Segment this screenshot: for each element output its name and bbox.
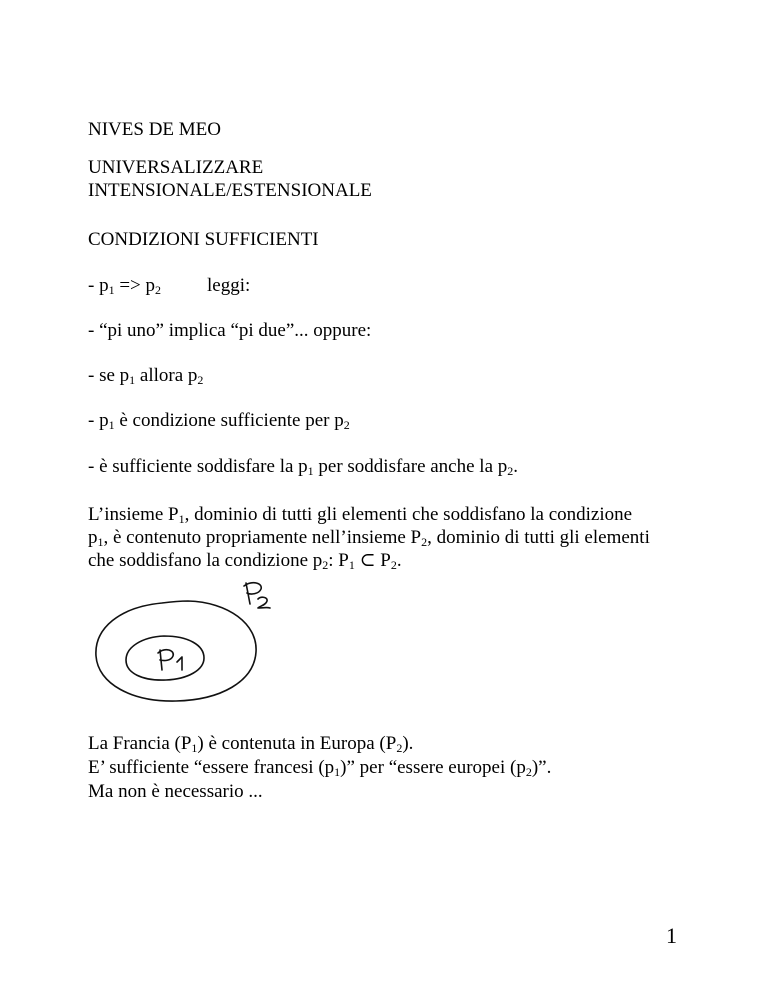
paragraph-line-2: $p_1$, è contenuto propriamente nell’insieme $P_2$, dominio di tutti gli elementi xyxy=(88,527,650,549)
example-line-2: E’ sufficiente “essere francesi $(p_1)$” per “essere europei $(p_2)$”. xyxy=(88,757,552,779)
title-line-2: INTENSIONALE/ESTENSIONALE xyxy=(88,180,372,201)
example-line-1: La Francia $(P_1)$ è contenuta in Europa $(P_2)$. xyxy=(88,733,414,755)
set-inclusion-diagram xyxy=(80,570,280,730)
author-name: NIVES DE MEO xyxy=(88,119,221,140)
paragraph-line-1: L’insieme $P_1$, dominio di tutti gli elementi che soddisfano la condizione xyxy=(88,504,633,526)
inner-set-label-p1 xyxy=(158,650,182,670)
title-line-1: UNIVERSALIZZARE xyxy=(88,157,264,178)
inner-set-p1-ellipse xyxy=(126,636,204,680)
bullet-if-then: - se $p_1$ allora $p_2$ xyxy=(88,365,204,387)
bullet-satisfy: - è sufficiente soddisfare la $p_1$ per soddisfare anche la $p_2$. xyxy=(88,456,519,478)
outer-set-label-p2 xyxy=(244,583,270,608)
bullet-reading: - “pi uno” implica “pi due”... oppure: xyxy=(88,320,372,341)
page-number: 1 xyxy=(666,923,677,948)
section-heading: CONDIZIONI SUFFICIENTI xyxy=(88,229,319,250)
example-line-3: Ma non è necessario ... xyxy=(88,781,263,802)
bullet-sufficient-condition: - $p_1$ è condizione sufficiente per $p_2$ xyxy=(88,410,350,432)
bullet-implication: - $p_1 => p_2$ leggi: xyxy=(88,275,251,297)
paragraph-line-3: che soddisfano la condizione $p_2$: $P_1$ ⊂ $P_2$. xyxy=(88,550,402,572)
outer-set-p2-ellipse xyxy=(96,601,256,701)
